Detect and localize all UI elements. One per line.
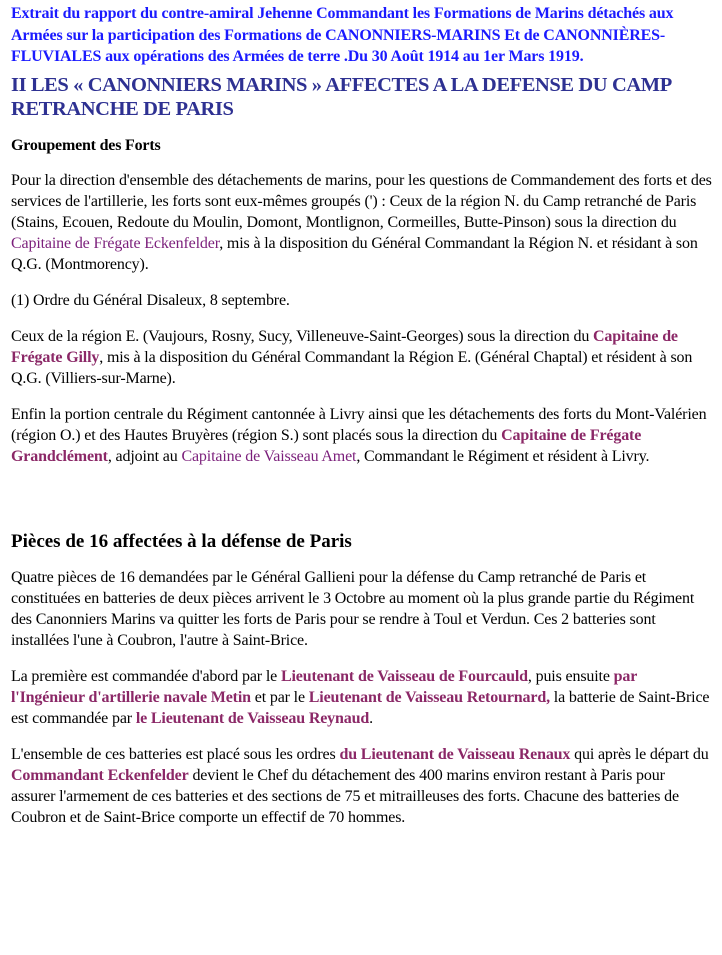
paragraph-livry: [11, 404, 712, 467]
text: , mis à la disposition du Général Commandant la Région N. et résidant à son Q.G. (Montmorency).: [11, 234, 698, 273]
officer-name: Capitaine de Frégate Eckenfelder: [11, 234, 220, 252]
officer-name: Lieutenant de Vaisseau de Fourcauld: [280, 667, 528, 685]
footnote: (1) Ordre du Général Disaleux, 8 septembre.: [11, 291, 290, 309]
text: , Commandant le Régiment et résident à Livry.: [356, 447, 650, 465]
text: la batterie de Saint-Brice est commandée par: [11, 688, 710, 727]
text: La première est commandée d'abord par le: [11, 667, 281, 685]
officer-name: Commandant Eckenfelder: [11, 766, 189, 784]
paragraph-region-n: [11, 170, 712, 275]
officer-name: Capitaine de Vaisseau Amet: [181, 447, 357, 465]
text: .: [369, 709, 373, 727]
text: Pour la direction d'ensemble des détachements de marins, pour les questions de Commandement des forts et des services de l'artillerie, les forts sont eux-mêmes groupés (') : Ceux de la région N. du Camp retranché de Paris (Stains, Ecouen, Redoute du Moulin, Domont, Montlignon, Cormeilles, Butte-Pinson) sous la direction du: [11, 171, 712, 231]
paragraph-premiere-batterie: [11, 666, 712, 729]
officer-name: Lieutenant de Vaisseau Retournard,: [308, 688, 550, 706]
section-title-groupement: Groupement des Forts: [11, 136, 161, 154]
paragraph-quatre-pieces: Quatre pièces de 16 demandées par le Général Gallieni pour la défense du Camp retranché de Paris et constituées en batteries de deux pièces arrivent le 3 Octobre au moment où la plus grande partie du Régiment des Canonniers Marins va quitter les forts de Paris pour se rendre à Toul et Verdun. Ces 2 batteries sont installées l'une à Coubron, l'autre à Saint-Brice.: [11, 568, 695, 649]
text: , mis à la disposition du Général Commandant la Région E. (Général Chaptal) et résident à son Q.G. (Villiers-sur-Marne).: [11, 348, 693, 387]
section-title-pieces: Pièces de 16 affectées à la défense de Paris: [11, 530, 352, 552]
intro-header: Extrait du rapport du contre-amiral Jehenne Commandant les Formations de Marins détachés aux Armées sur la participation des Formations de CANONNIERS-MARINS Et de CANONNIÈRES-FLUVIALES aux opérations des Armées de terre .Du 30 Août 1914 au 1er Mars 1919.: [11, 5, 674, 65]
text: , puis ensuite: [527, 667, 614, 685]
paragraph-region-e: [11, 326, 712, 389]
officer-name: le Lieutenant de Vaisseau Reynaud: [135, 709, 370, 727]
officer-name: Capitaine de Frégate Grandclément: [11, 426, 642, 465]
text: , adjoint au: [107, 447, 182, 465]
text: Ceux de la région E. (Vaujours, Rosny, Sucy, Villeneuve-Saint-Georges) sous la direction du: [11, 327, 594, 345]
main-title: II LES « CANONNIERS MARINS » AFFECTES A LA DEFENSE DU CAMP RETRANCHE DE PARIS: [11, 73, 671, 120]
text: et par le: [250, 688, 309, 706]
officer-name: Capitaine de Frégate Gilly: [11, 327, 678, 366]
text: qui après le départ du: [570, 745, 709, 763]
officer-name: par l'Ingénieur d'artillerie navale Metin: [11, 667, 637, 706]
paragraph-ensemble-batteries: [11, 744, 712, 828]
text: Enfin la portion centrale du Régiment cantonnée à Livry ainsi que les détachements des forts du Mont-Valérien (région O.) et des Hautes Bruyères (région S.) sont placés sous la direction du: [11, 405, 707, 444]
text: devient le Chef du détachement des 400 marins environ restant à Paris pour assurer l'armement de ces batteries et des sections de 75 et mitrailleuses des forts. Chacune des batteries de Coubron et de Saint-Brice comporte un effectif de 70 hommes.: [11, 766, 679, 826]
officer-name: du Lieutenant de Vaisseau Renaux: [339, 745, 571, 763]
text: L'ensemble de ces batteries est placé sous les ordres: [11, 745, 340, 763]
